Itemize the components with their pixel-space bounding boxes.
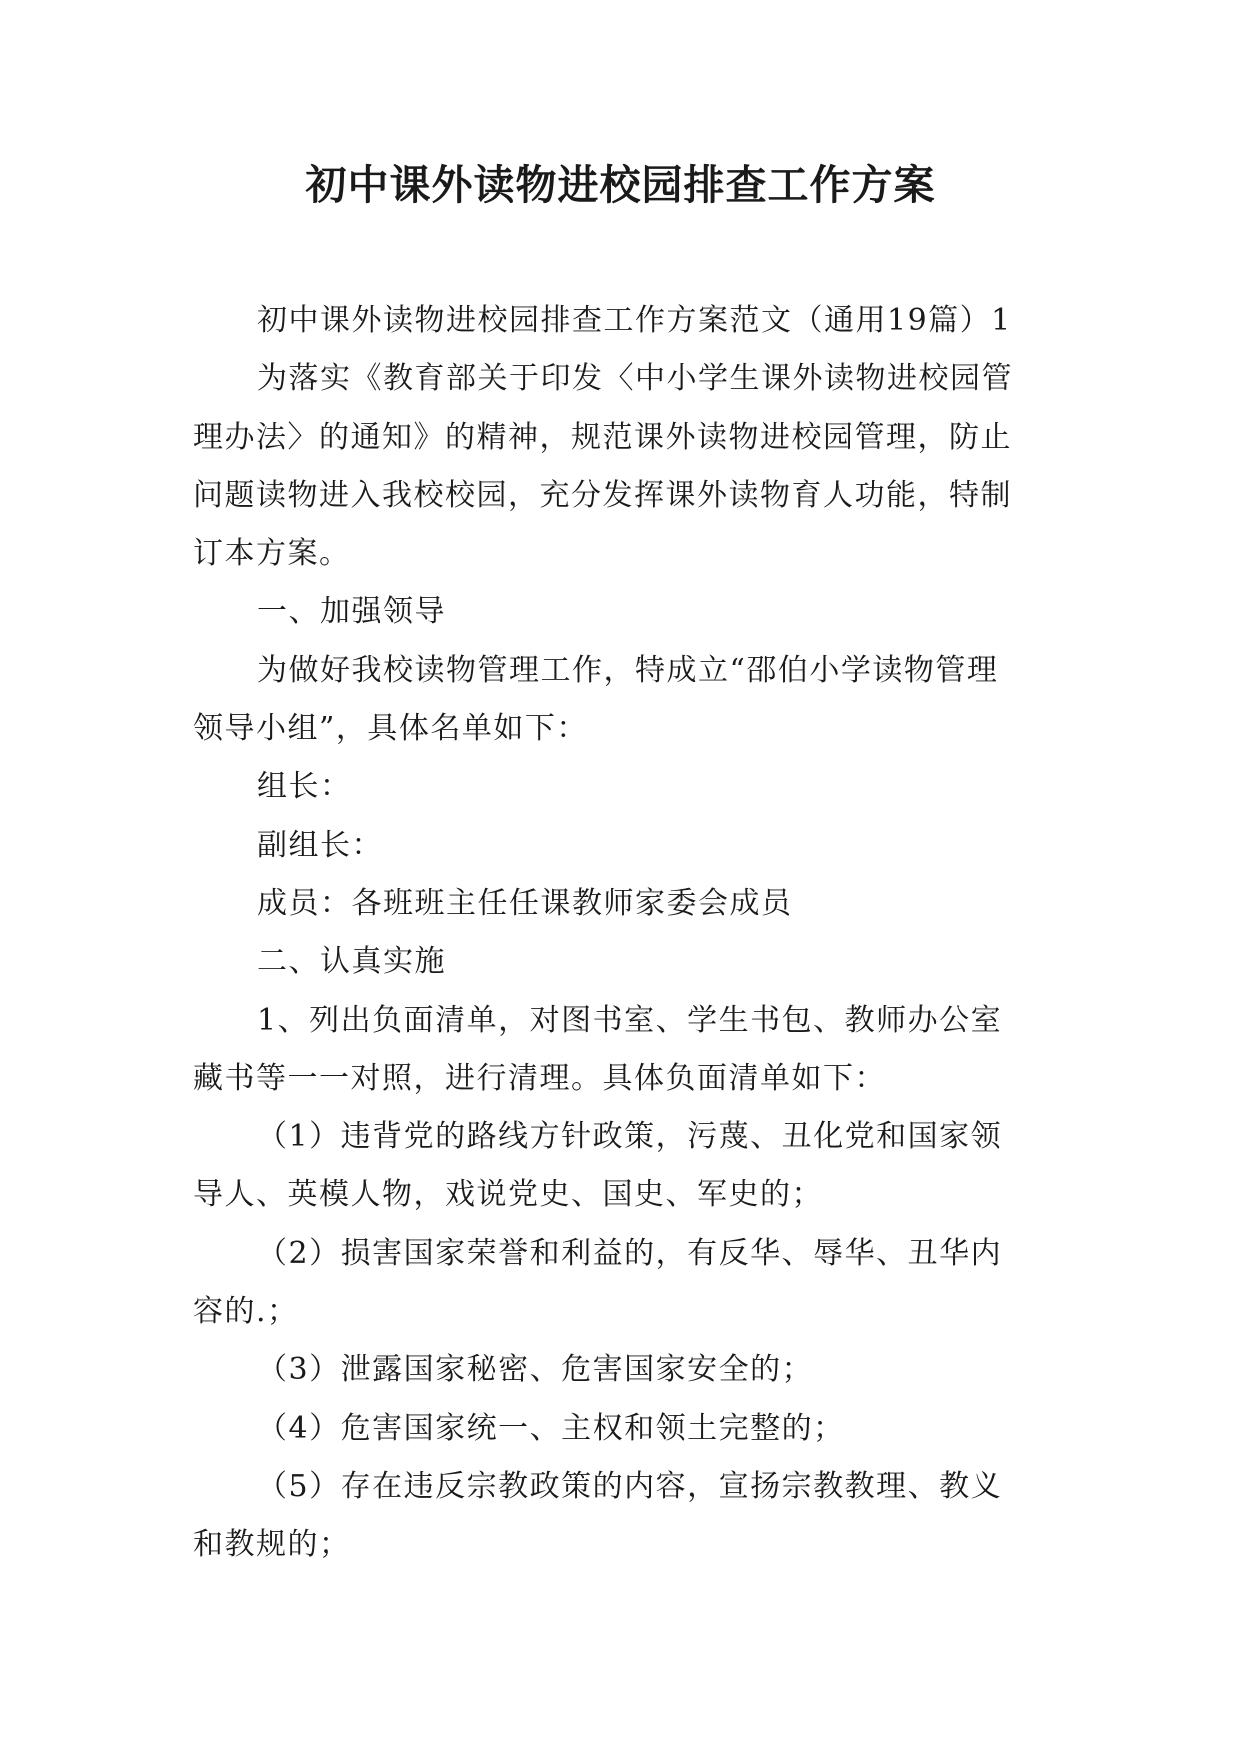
list-item-deputy-leader: 副组长：: [257, 827, 383, 863]
list-item-4: （4）危害国家统一、主权和领土完整的；: [257, 1410, 845, 1446]
section-heading-implementation: 二、认真实施: [257, 944, 446, 980]
document-title: 初中课外读物进校园排查工作方案: [305, 161, 936, 209]
list-item-5: （5）存在违反宗教政策的内容，宣扬宗教教理、教义 和教规的；: [193, 1468, 1003, 1563]
paragraph-leadership-group: 为做好我校读物管理工作，特成立“邵伯小学读物管理 领导小组”，具体名单如下：: [193, 652, 999, 747]
list-item-group-leader: 组长：: [257, 769, 352, 805]
paragraph-negative-list: 1、列出负面清单，对图书室、学生书包、教师办公室 藏书等一一对照，进行清理。具体负面清单如下：: [193, 1002, 1003, 1096]
list-item-3: （3）泄露国家秘密、危害国家安全的；: [257, 1352, 814, 1388]
paragraph-heading-line: 初中课外读物进校园排查工作方案范文（通用19篇）1: [257, 303, 1012, 338]
list-item-2: （2）损害国家荣誉和利益的，有反华、辱华、丑华内 容的.；: [193, 1235, 1003, 1330]
document-body: [193, 292, 1065, 1575]
section-heading-leadership: 一、加强领导: [257, 594, 446, 630]
paragraph-purpose: 为落实《教育部关于印发〈中小学生课外读物进校园管 理办法〉的通知》的精神，规范课外读物进校园管理，防止 问题读物进入我校校园，充分发挥课外读物育人功能，特制 订本方案。: [193, 361, 1013, 572]
list-item-members: 成员：各班班主任任课教师家委会成员: [257, 885, 793, 921]
list-item-1: （1）违背党的路线方针政策，污蔑、丑化党和国家领 导人、英模人物，戏说党史、国史、军史的；: [193, 1119, 1003, 1213]
